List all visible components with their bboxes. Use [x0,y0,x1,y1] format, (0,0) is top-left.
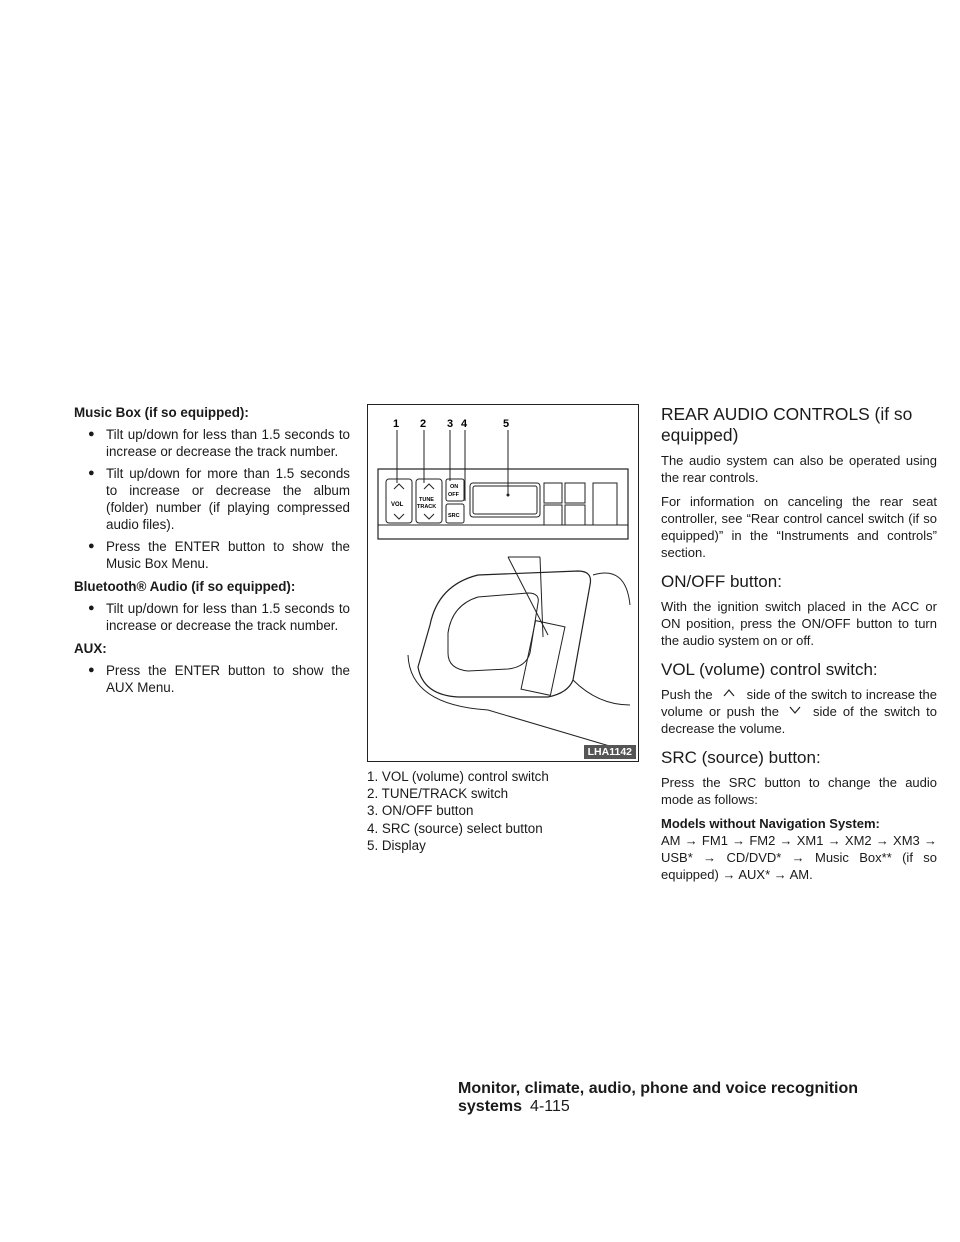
controls-drawing [368,405,638,761]
vol-text-2: side of the switch to increase the volume or push the [661,687,937,719]
list-item: ● Tilt up/down for more than 1.5 seconds to increase or decrease the album (folder) number (if playing compressed audio files). [88,465,350,533]
list-item: 1. VOL (volume) control switch [367,769,549,784]
list-item: ● Press the ENTER button to show the Music Box Menu. [88,538,350,572]
vol-heading: VOL (volume) control switch: [661,660,878,679]
vol-text-3: side of the switch to decrease the volume. [661,704,937,736]
left-column [74,404,350,702]
footer-section-title: Monitor, climate, audio, phone and voice recognition systems [458,1080,859,1115]
rear-audio-illustration [367,404,639,762]
callout-5: 5 [503,418,510,430]
music-box-list [74,426,350,572]
callout-2: 2 [420,418,427,430]
callout-3: 3 [447,418,454,430]
chevron-up-icon [713,690,747,702]
bluetooth-heading: Bluetooth® Audio (if so equipped): [74,579,296,594]
src-paragraph: Press the SRC button to change the audio mode as follows: [661,775,937,807]
onoff-paragraph: With the ignition switch placed in the ACC or ON position, press the ON/OFF button to turn the audio system on or off. [661,599,937,648]
page-number: 4-115 [530,1098,570,1115]
track-key-label: TRACK [417,504,437,510]
models-sequence: AM → FM1 → FM2 → XM1 → XM2 → XM3 → USB* → CD/DVD* → Music Box** (if so equipped) → AUX* → AM. [661,833,937,882]
bluetooth-list [74,600,350,634]
figure-code: LHA1142 [584,745,636,759]
callout-1: 1 [393,418,400,430]
on-label: ON [450,484,459,490]
cancel-note: For information on canceling the rear seat controller, see “Rear control cancel switch (if so equipped)” in the “Instruments and controls” section. [661,494,937,560]
list-item: ● Tilt up/down for less than 1.5 seconds to increase or decrease the track number. [88,600,350,634]
figure-column [367,404,639,854]
vol-key-label: VOL [391,502,404,508]
right-column [661,404,937,890]
figure-legend [367,768,639,854]
list-item: 3. ON/OFF button [367,803,474,819]
list-item: ● Press the ENTER button to show the AUX Menu. [88,662,350,696]
intro-paragraph: The audio system can also be operated using the rear controls. [661,453,937,485]
aux-list [74,662,350,696]
models-heading: Models without Navigation System: [661,816,880,831]
page-footer [458,1080,938,1116]
src-label: SRC [448,513,460,519]
list-item: ● Tilt up/down for less than 1.5 seconds to increase or decrease the track number. [88,426,350,460]
onoff-heading: ON/OFF button: [661,572,782,591]
vol-text-1: Push the [661,687,713,702]
callout-4: 4 [461,418,468,430]
section-title: REAR AUDIO CONTROLS (if so equipped) [661,404,913,445]
list-item: 2. TUNE/TRACK switch [367,786,509,802]
src-heading: SRC (source) button: [661,748,821,767]
chevron-down-icon [779,707,813,719]
tune-key-label: TUNE [419,497,434,503]
list-item: 4. SRC (source) select button [367,820,543,836]
off-label: OFF [448,492,459,498]
music-box-heading: Music Box (if so equipped): [74,405,249,420]
list-item: 5. Display [367,837,426,853]
vol-paragraph [661,686,937,737]
aux-heading: AUX: [74,641,107,656]
